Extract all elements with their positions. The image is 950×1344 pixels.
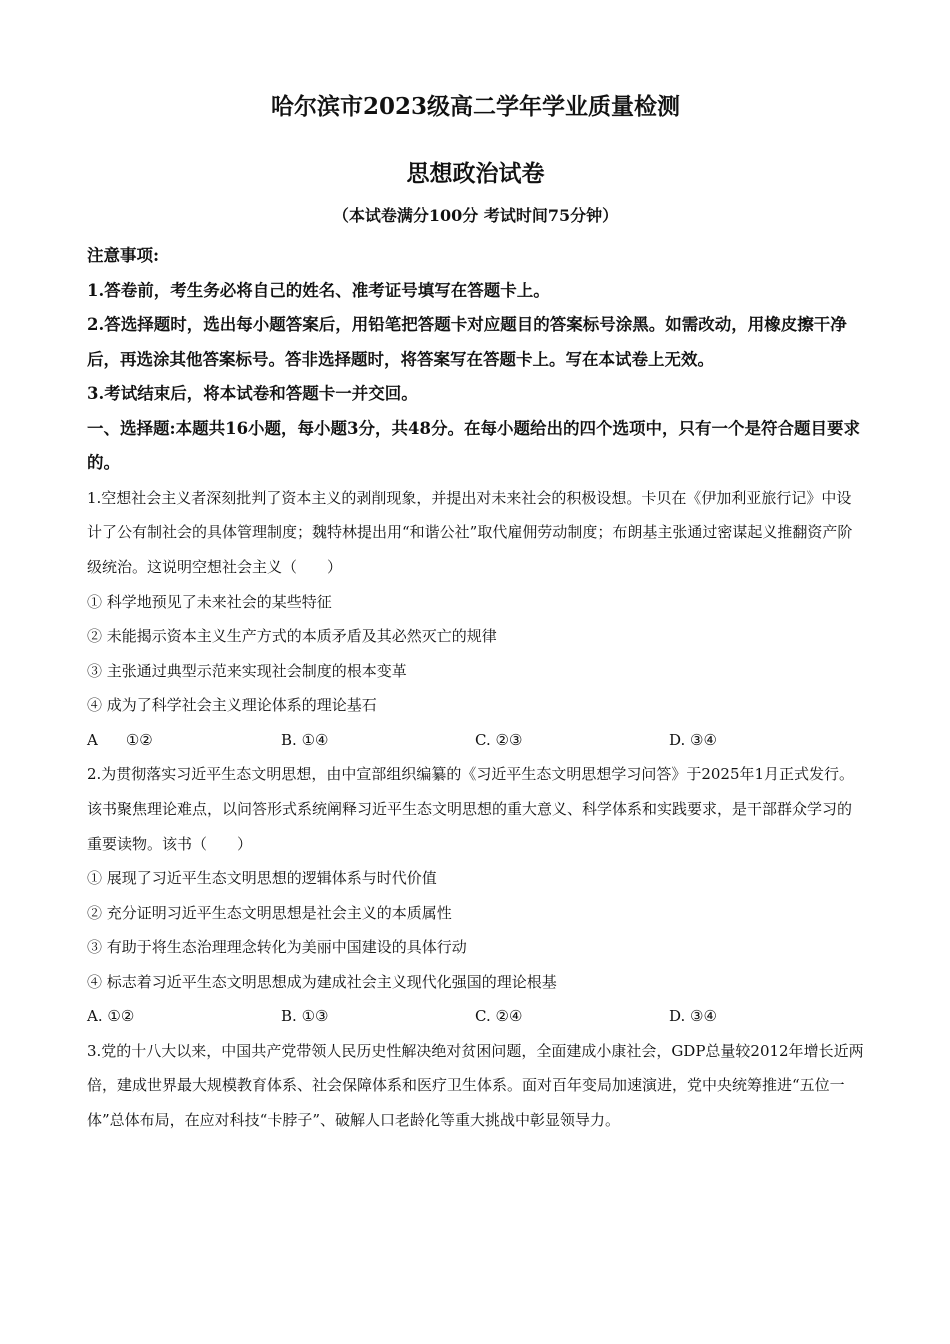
note-item-1: 1.答卷前，考生务必将自己的姓名、准考证号填写在答题卡上。 — [87, 280, 550, 300]
choice-value: ①② — [125, 730, 153, 749]
question-2 — [87, 757, 864, 1034]
choice-value: ②④ — [495, 1007, 523, 1026]
question-stem: 1.空想社会主义者深刻批判了资本主义的剥削现象，并提出对未来社会的积极设想。卡贝在《伊加利亚旅行记》中设计了公有制社会的具体管理制度；魏特林提出用“和谐公社”取代雇佣劳动制度；布朗基主张通过密谋起义推翻资产阶级统治。这说明空想社会主义（ ） — [87, 488, 853, 576]
choice-b — [281, 723, 475, 758]
question-1 — [87, 481, 864, 758]
section-heading: 一、选择题:本题共16小题，每小题3分，共48分。在每小题给出的四个选项中，只有一个是符合题目要求的。 — [87, 418, 860, 472]
answer-choices — [87, 723, 864, 758]
statement-option: ④ 成为了科学社会主义理论体系的理论基石 — [87, 696, 377, 715]
notes-block — [87, 239, 864, 412]
statement-option: ③ 主张通过典型示范来实现社会制度的根本变革 — [87, 661, 407, 680]
choice-letter: A. — [87, 1007, 103, 1026]
question-3 — [87, 1034, 864, 1138]
statement-option: ① 科学地预见了未来社会的某些特征 — [87, 592, 332, 611]
choice-value: ②③ — [495, 730, 523, 749]
choice-d — [669, 999, 863, 1034]
choice-value: ①④ — [301, 730, 329, 749]
statement-option: ③ 有助于将生态治理理念转化为美丽中国建设的具体行动 — [87, 938, 467, 957]
notes-heading: 注意事项: — [87, 246, 160, 265]
answer-choices — [87, 999, 864, 1034]
choice-d — [669, 723, 863, 758]
choice-b — [281, 999, 475, 1034]
choice-value: ①② — [107, 1007, 135, 1026]
choice-c — [475, 999, 669, 1034]
choice-letter: A — [87, 730, 98, 749]
choice-a — [87, 999, 281, 1034]
choice-letter: D. — [669, 1007, 686, 1026]
statement-option: ① 展现了习近平生态文明思想的逻辑体系与时代价值 — [87, 869, 437, 888]
statement-option: ④ 标志着习近平生态文明思想成为建成社会主义现代化强国的理论根基 — [87, 972, 557, 991]
choice-value: ③④ — [690, 730, 717, 749]
choice-letter: B. — [281, 730, 297, 749]
choice-letter: D. — [669, 730, 686, 749]
statement-option: ② 充分证明习近平生态文明思想是社会主义的本质属性 — [87, 903, 452, 922]
note-item-3: 3.考试结束后，将本试卷和答题卡一并交回。 — [87, 384, 418, 403]
exam-info: （本试卷满分100分 考试时间75分钟） — [332, 206, 619, 225]
choice-a — [87, 723, 281, 758]
question-stem: 2.为贯彻落实习近平生态文明思想，由中宣部组织编纂的《习近平生态文明思想学习问答》于2025年1月正式发行。该书聚焦理论难点，以问答形式系统阐释习近平生态文明思想的重大意义、科学体系和实践要求，是干部群众学习的重要读物。该书（ ） — [87, 765, 855, 853]
note-item-2: 2.答选择题时，选出每小题答案后，用铅笔把答题卡对应题目的答案标号涂黑。如需改动，用橡皮擦干净后，再选涂其他答案标号。答非选择题时，将答案写在答题卡上。写在本试卷上无效。 — [87, 315, 847, 369]
choice-c — [475, 723, 669, 758]
choice-value: ③④ — [690, 1007, 717, 1026]
choice-letter: B. — [281, 1007, 297, 1026]
exam-subtitle: 思想政治试卷 — [406, 160, 545, 187]
choice-letter: C. — [475, 730, 491, 749]
choice-value: ①③ — [301, 1007, 329, 1026]
statement-option: ② 未能揭示资本主义生产方式的本质矛盾及其必然灭亡的规律 — [87, 627, 497, 646]
choice-letter: C. — [475, 1007, 491, 1026]
question-stem: 3.党的十八大以来，中国共产党带领人民历史性解决绝对贫困问题，全面建成小康社会，GDP总量较2012年增长近两倍，建成世界最大规模教育体系、社会保障体系和医疗卫生体系。面对百年变局加速演进，党中央统筹推进“五位一体”总体布局，在应对科技“卡脖子”、破解人口老龄化等重大挑战中彰显领导力。 — [87, 1041, 864, 1130]
exam-title: 哈尔滨市2023级高二学年学业质量检测 — [270, 93, 680, 120]
